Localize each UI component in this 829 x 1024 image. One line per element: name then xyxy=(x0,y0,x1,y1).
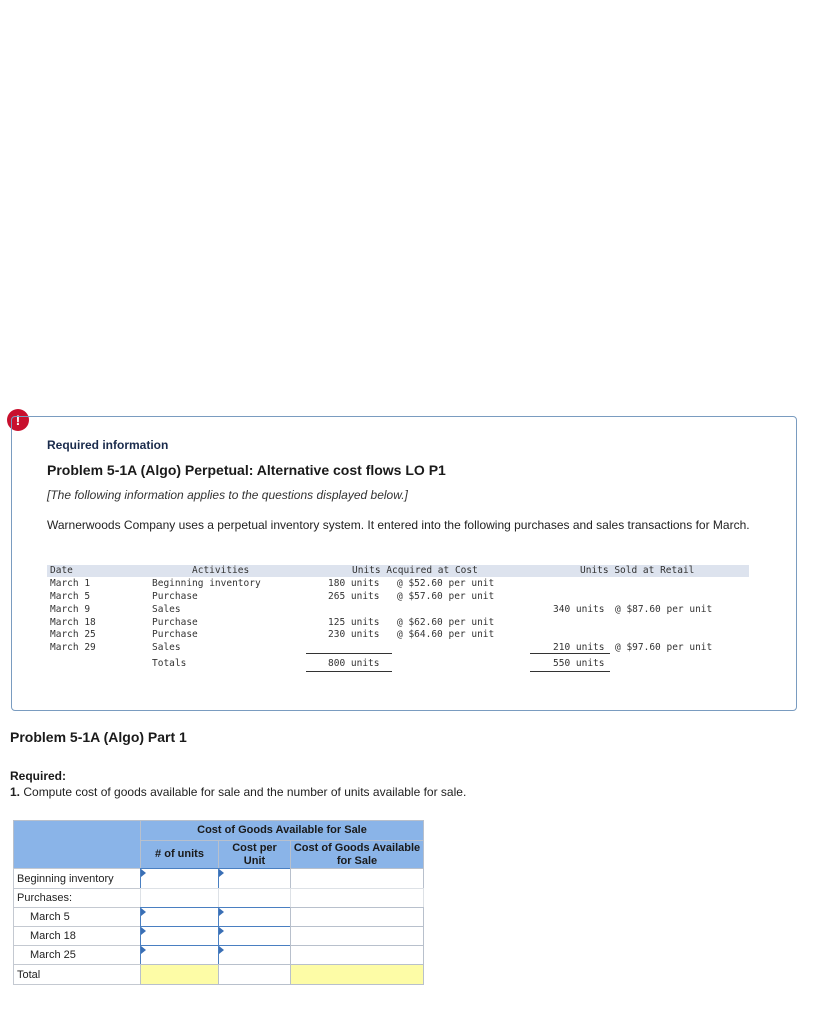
problem-title: Problem 5-1A (Algo) Perpetual: Alternative cost flows LO P1 xyxy=(47,462,446,478)
required-information-label: Required information xyxy=(47,438,169,452)
march18-units-input[interactable] xyxy=(140,926,219,946)
acquired-total-underline xyxy=(306,671,392,672)
cogs-answer-table xyxy=(13,820,424,985)
alert-icon: ! xyxy=(7,409,29,431)
row-label-march-18: March 18 xyxy=(13,926,141,946)
row-sold-price: @ $87.60 per unit xyxy=(615,604,713,615)
total-cogs-input[interactable] xyxy=(290,964,424,985)
row-activity: Purchase xyxy=(152,617,198,628)
row-activity: Sales xyxy=(152,604,181,615)
question-body: Compute cost of goods available for sale and the number of units available for sale. xyxy=(20,785,467,799)
row-date: March 1 xyxy=(50,578,91,589)
row-date: March 5 xyxy=(50,591,91,602)
row-acquired-units: 125 units xyxy=(328,617,380,628)
problem-intro: Warnerwoods Company uses a perpetual inventory system. It entered into the following purchases and sales transactions for March. xyxy=(47,518,750,532)
march5-cogs-input[interactable] xyxy=(290,907,424,927)
row-acquired-cost: @ $64.60 per unit xyxy=(397,629,495,640)
question-number: 1. xyxy=(10,785,21,799)
beginning-cogs-input[interactable] xyxy=(290,868,424,889)
march25-units-input[interactable] xyxy=(140,945,219,965)
row-activity: Beginning inventory xyxy=(152,578,261,589)
row-acquired-units: 230 units xyxy=(328,629,380,640)
sold-total-underline xyxy=(530,671,610,672)
beginning-units-input[interactable] xyxy=(140,868,219,889)
row-label-march-25: March 25 xyxy=(13,945,141,965)
question-text xyxy=(10,785,466,799)
row-activity: Purchase xyxy=(152,629,198,640)
row-activity: Sales xyxy=(152,642,181,653)
row-date: March 29 xyxy=(50,642,96,653)
march25-cost-input[interactable] xyxy=(218,945,291,965)
required-information-panel xyxy=(11,416,797,711)
row-acquired-cost: @ $52.60 per unit xyxy=(397,578,495,589)
applies-note: [The following information applies to the questions displayed below.] xyxy=(47,488,408,502)
purchases-blank-units xyxy=(140,888,219,908)
beginning-cost-input[interactable] xyxy=(218,868,291,889)
row-acquired-cost: @ $62.60 per unit xyxy=(397,617,495,628)
total-cost-blank xyxy=(218,964,291,985)
row-date: March 25 xyxy=(50,629,96,640)
row-label-total: Total xyxy=(13,964,141,985)
acquired-underline xyxy=(306,653,392,654)
header-units-sold: Units Sold at Retail xyxy=(580,565,695,576)
row-acquired-units: 180 units xyxy=(328,578,380,589)
march18-cogs-input[interactable] xyxy=(290,926,424,946)
row-label-purchases: Purchases: xyxy=(13,888,141,908)
totals-label: Totals xyxy=(152,658,187,669)
col-cogs-header: Cost of Goods Available for Sale xyxy=(290,840,424,869)
row-label-beginning: Beginning inventory xyxy=(13,868,141,889)
row-activity: Purchase xyxy=(152,591,198,602)
part-title: Problem 5-1A (Algo) Part 1 xyxy=(10,729,187,745)
row-date: March 18 xyxy=(50,617,96,628)
sold-underline xyxy=(530,653,610,654)
corner-header xyxy=(13,820,141,869)
purchases-blank-cogs xyxy=(290,888,424,908)
march25-cogs-input[interactable] xyxy=(290,945,424,965)
row-sold-units: 340 units xyxy=(553,604,605,615)
row-sold-units: 210 units xyxy=(553,642,605,653)
col-units-header: # of units xyxy=(140,840,219,869)
total-units-input[interactable] xyxy=(140,964,219,985)
totals-acquired: 800 units xyxy=(328,658,380,669)
header-date: Date xyxy=(50,565,73,576)
header-units-acquired: Units Acquired at Cost xyxy=(352,565,478,576)
row-sold-price: @ $97.60 per unit xyxy=(615,642,713,653)
march5-units-input[interactable] xyxy=(140,907,219,927)
row-acquired-cost: @ $57.60 per unit xyxy=(397,591,495,602)
row-acquired-units: 265 units xyxy=(328,591,380,602)
march5-cost-input[interactable] xyxy=(218,907,291,927)
header-activities: Activities xyxy=(192,565,250,576)
totals-sold: 550 units xyxy=(553,658,605,669)
group-header: Cost of Goods Available for Sale xyxy=(140,820,424,841)
row-date: March 9 xyxy=(50,604,91,615)
required-label: Required: xyxy=(10,769,67,783)
col-cost-header: Cost per Unit xyxy=(218,840,291,869)
row-label-march-5: March 5 xyxy=(13,907,141,927)
purchases-blank-cost xyxy=(218,888,291,908)
march18-cost-input[interactable] xyxy=(218,926,291,946)
